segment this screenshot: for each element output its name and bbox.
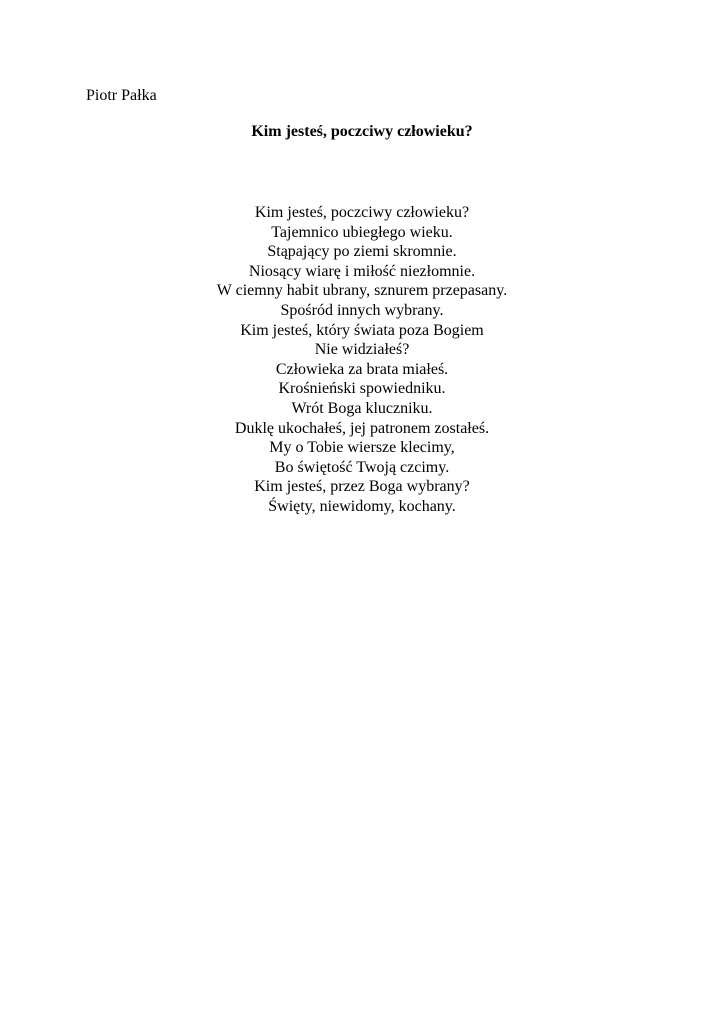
poem-body — [0, 203, 724, 517]
poem-line: Człowieka za brata miałeś. — [275, 360, 449, 378]
poem-line: Wrót Boga kluczniku. — [291, 399, 433, 417]
poem-line: W ciemny habit ubrany, sznurem przepasany. — [216, 282, 508, 300]
poem-line: Stąpający po ziemi skromnie. — [267, 243, 457, 261]
poem-title: Kim jesteś, poczciwy człowieku? — [251, 123, 473, 140]
poem-line: Święty, niewidomy, kochany. — [268, 497, 456, 515]
poem-line: Niosący wiarę i miłość niezłomnie. — [248, 262, 476, 280]
poem-line: Tajemnico ubiegłego wieku. — [271, 223, 453, 241]
poem-line: Krośnieński spowiedniku. — [278, 380, 446, 398]
poem-line: Nie widziałeś? — [314, 341, 410, 359]
poem-line: My o Tobie wiersze klecimy, — [269, 439, 455, 457]
poem-line: Kim jesteś, który świata poza Bogiem — [240, 321, 484, 339]
poem-line: Spośród innych wybrany. — [280, 301, 444, 319]
poem-line: Kim jesteś, przez Boga wybrany? — [254, 478, 470, 496]
author-name: Piotr Pałka — [86, 87, 157, 104]
poem-line: Duklę ukochałeś, jej patronem zostałeś. — [234, 419, 490, 437]
poem-line: Kim jesteś, poczciwy człowieku? — [254, 204, 470, 221]
poem-line: Bo świętość Twoją czcimy. — [274, 458, 450, 476]
